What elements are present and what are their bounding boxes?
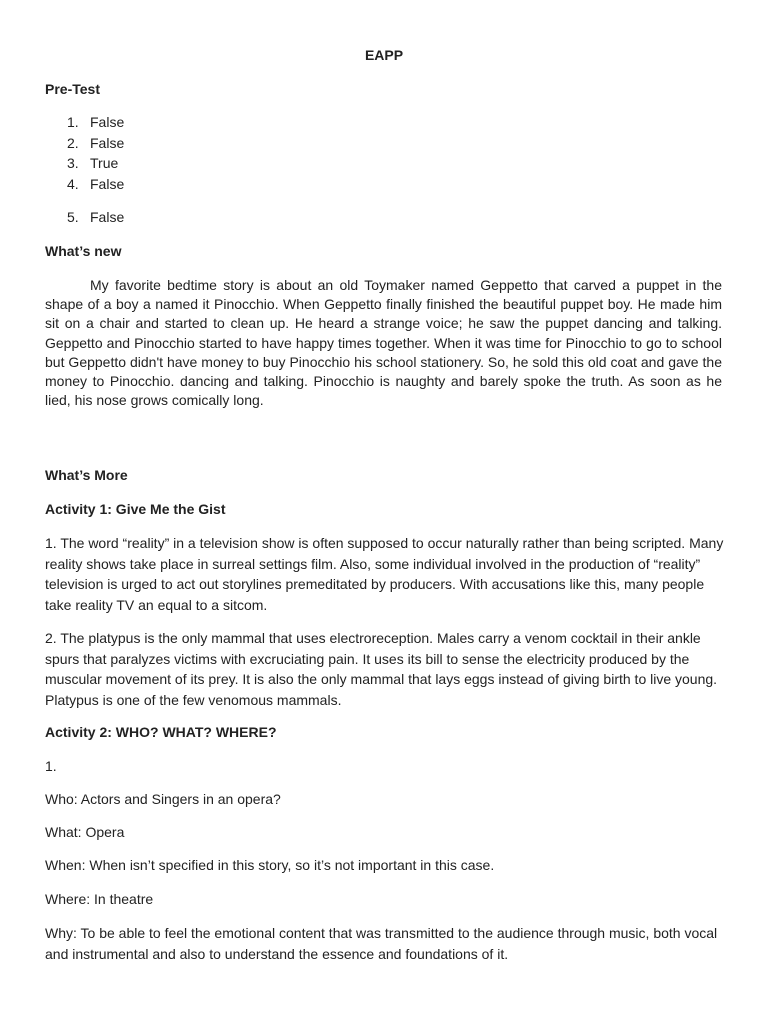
whats-new-paragraph: My favorite bedtime story is about an old Toymaker named Geppetto that carved a puppet in the shape of a boy a named it Pinocchio. When Geppetto finally finished the beautiful puppet boy. He made him sit on a chair and started to clean up. He heard a strange voice; he saw the puppet dancing and talking. Geppetto and Pinocchio started to have happy times together. When it was time for Pinocchio to go to school but Geppetto didn't have money to buy Pinocchio his school stationery. So, he sold this old coat and gave the money to Pinocchio. dancing and talking. Pinocchio is naughty and barely spoke the truth. As soon as he lied, his nose grows comically long. bbox=[45, 277, 722, 409]
activity2-heading: Activity 2: WHO? WHAT? WHERE? bbox=[45, 724, 277, 740]
pretest-item-number: 4. bbox=[67, 176, 79, 192]
pretest-item-number: 2. bbox=[67, 135, 79, 151]
activity1-heading: Activity 1: Give Me the Gist bbox=[45, 501, 226, 517]
pretest-heading: Pre-Test bbox=[45, 81, 100, 97]
activity2-what: What: Opera bbox=[45, 824, 125, 840]
activity2-who: Who: Actors and Singers in an opera? bbox=[45, 791, 281, 807]
pretest-item-answer: False bbox=[90, 209, 125, 225]
whats-new-heading: What’s new bbox=[45, 243, 122, 259]
activity2-why: Why: To be able to feel the emotional content that was transmitted to the audience through music, both vocal and instrumental and also to understand the essence and foundations of it. bbox=[45, 925, 718, 962]
pretest-item-answer: True bbox=[90, 155, 119, 171]
pretest-item-answer: False bbox=[90, 135, 125, 151]
activity2-number: 1. bbox=[45, 758, 57, 774]
activity2-where: Where: In theatre bbox=[45, 891, 154, 907]
activity1-item-1: 1. The word “reality” in a television show is often supposed to occur naturally rather than being scripted. Many reality shows take place in surreal settings film. Also, some individual involved in the production of “reality” television is urged to act out storylines premeditated by producers. With accusations like this, many people take reality TV an equal to a sitcom. bbox=[45, 535, 724, 613]
pretest-item-2 bbox=[67, 135, 124, 151]
pretest-item-answer: False bbox=[90, 176, 125, 192]
document-title: EAPP bbox=[364, 47, 404, 63]
activity2-when: When: When isn’t specified in this story, so it’s not important in this case. bbox=[45, 857, 495, 873]
activity1-item-2: 2. The platypus is the only mammal that uses electroreception. Males carry a venom cocktail in their ankle spurs that paralyzes victims with excruciating pain. It uses its bill to sense the electricity produced by the muscular movement of its prey. It is also the only mammal that lays eggs instead of giving birth to live young. Platypus is one of the few venomous mammals. bbox=[45, 630, 718, 708]
pretest-item-number: 3. bbox=[67, 155, 79, 171]
pretest-item-5 bbox=[67, 209, 124, 225]
whats-more-heading: What’s More bbox=[45, 467, 128, 483]
pretest-item-1 bbox=[67, 114, 124, 130]
pretest-item-3 bbox=[67, 155, 118, 171]
pretest-item-number: 1. bbox=[67, 114, 79, 130]
pretest-item-4 bbox=[67, 176, 124, 192]
pretest-item-answer: False bbox=[90, 114, 125, 130]
pretest-item-number: 5. bbox=[67, 209, 79, 225]
